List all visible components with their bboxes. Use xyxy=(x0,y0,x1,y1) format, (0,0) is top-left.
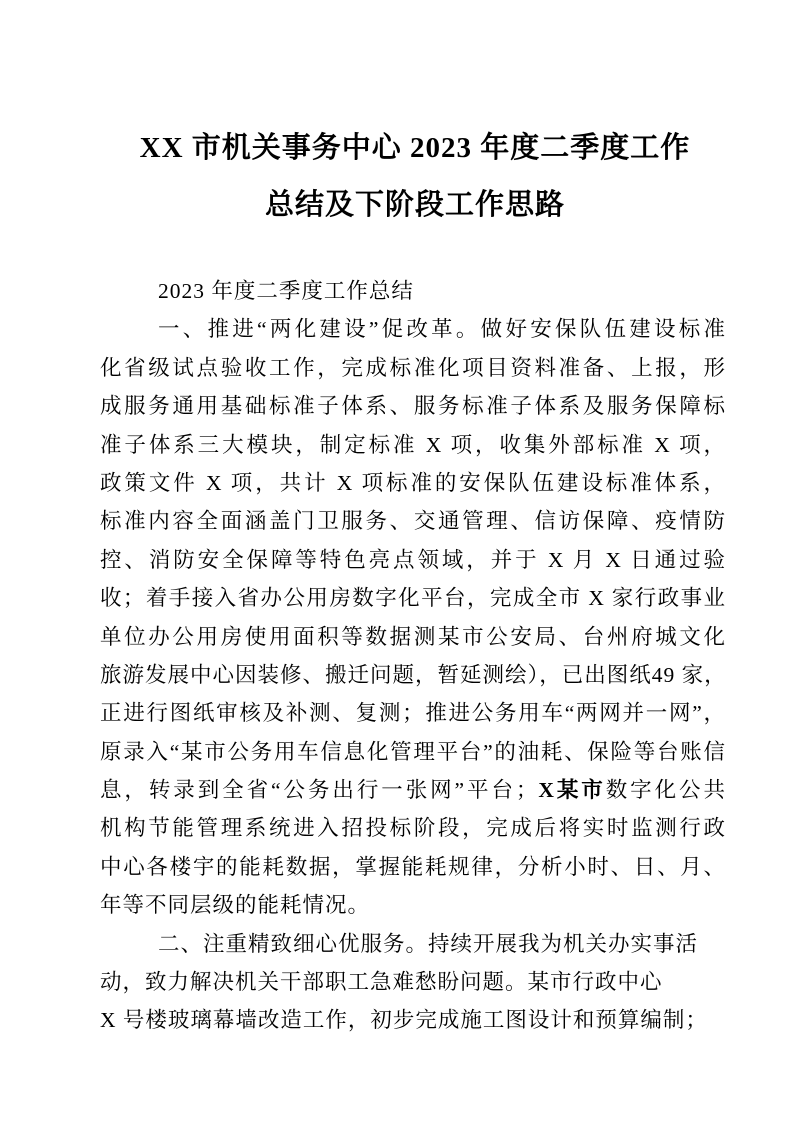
body-line xyxy=(100,349,726,387)
body-line xyxy=(100,618,726,656)
body-line xyxy=(100,733,726,771)
document-title xyxy=(100,120,730,234)
body-text-segment: 二、注重精致细心优服务。持续开展我为机关办实事活 xyxy=(158,931,699,956)
body-line xyxy=(100,426,726,464)
body-text-segment: 准子体系三大模块，制定标准 X 项，收集外部标准 X 项， xyxy=(100,432,726,457)
body-line xyxy=(100,809,726,847)
body-text-segment: X某市 xyxy=(538,778,606,803)
body-line xyxy=(100,464,726,502)
body-line xyxy=(100,963,726,1001)
body-text-segment: 标准内容全面涵盖门卫服务、交通管理、信访保障、疫情防 xyxy=(100,509,726,534)
body-line xyxy=(100,848,726,886)
body-text-segment: X 号楼玻璃幕墙改造工作，初步完成施工图设计和预算编制； xyxy=(100,1008,708,1033)
body-text-segment: 数字化公共 xyxy=(605,778,726,803)
body-line xyxy=(100,771,726,809)
body-text-segment: 正进行图纸审核及补测、复测；推进公务用车“两网并一网”， xyxy=(100,701,726,726)
body-text-segment: 收；着手接入省办公用房数字化平台，完成全市 X 家行政事业 xyxy=(100,586,726,611)
body-text-segment: 旅游发展中心因装修、搬迁问题，暂延测绘），已出图纸49 家， xyxy=(100,662,727,687)
body-text-segment: 中心各楼宇的能耗数据，掌握能耗规律，分析小时、日、月、 xyxy=(100,854,726,879)
body-line xyxy=(100,694,726,732)
body-text-segment: 政策文件 X 项，共计 X 项标准的安保队伍建设标准体系， xyxy=(100,470,726,495)
body-line xyxy=(100,310,726,348)
body-line xyxy=(100,387,726,425)
body-text-segment: 原录入“某市公务用车信息化管理平台”的油耗、保险等台账信 xyxy=(100,739,726,764)
body-line xyxy=(100,656,726,694)
body-line xyxy=(100,579,726,617)
body-text-segment: 2023 年度二季度工作总结 xyxy=(158,279,414,303)
body-text-segment: 机构节能管理系统进入招投标阶段，完成后将实时监测行政 xyxy=(100,816,726,841)
body-line xyxy=(100,272,726,310)
document-body xyxy=(100,272,726,1040)
body-line xyxy=(100,1001,726,1039)
body-text-segment: 息，转录到全省“公务出行一张网”平台； xyxy=(100,778,539,803)
body-line xyxy=(100,502,726,540)
body-text-segment: 成服务通用基础标准子体系、服务标准子体系及服务保障标 xyxy=(100,394,726,419)
body-text-segment: 单位办公用房使用面积等数据测某市公安局、台州府城文化 xyxy=(100,624,726,649)
body-text-segment: 控、消防安全保障等特色亮点领域，并于 X 月 X 日通过验 xyxy=(100,547,726,572)
document-title-line-2: 总结及下阶段工作思路 xyxy=(264,189,565,221)
body-line xyxy=(100,925,726,963)
body-text-segment: 一、推进“两化建设”促改革。做好安保队伍建设标准 xyxy=(158,317,726,342)
body-text-segment: 化省级试点验收工作，完成标准化项目资料准备、上报，形 xyxy=(100,355,726,380)
body-text-segment: 动，致力解决机关干部职工急难愁盼问题。某市行政中心 xyxy=(100,970,663,995)
document-title-line-1: XX 市机关事务中心 2023 年度二季度工作 xyxy=(139,132,691,164)
body-text-segment: 年等不同层级的能耗情况。 xyxy=(100,893,371,918)
body-line xyxy=(100,886,726,924)
body-line xyxy=(100,541,726,579)
